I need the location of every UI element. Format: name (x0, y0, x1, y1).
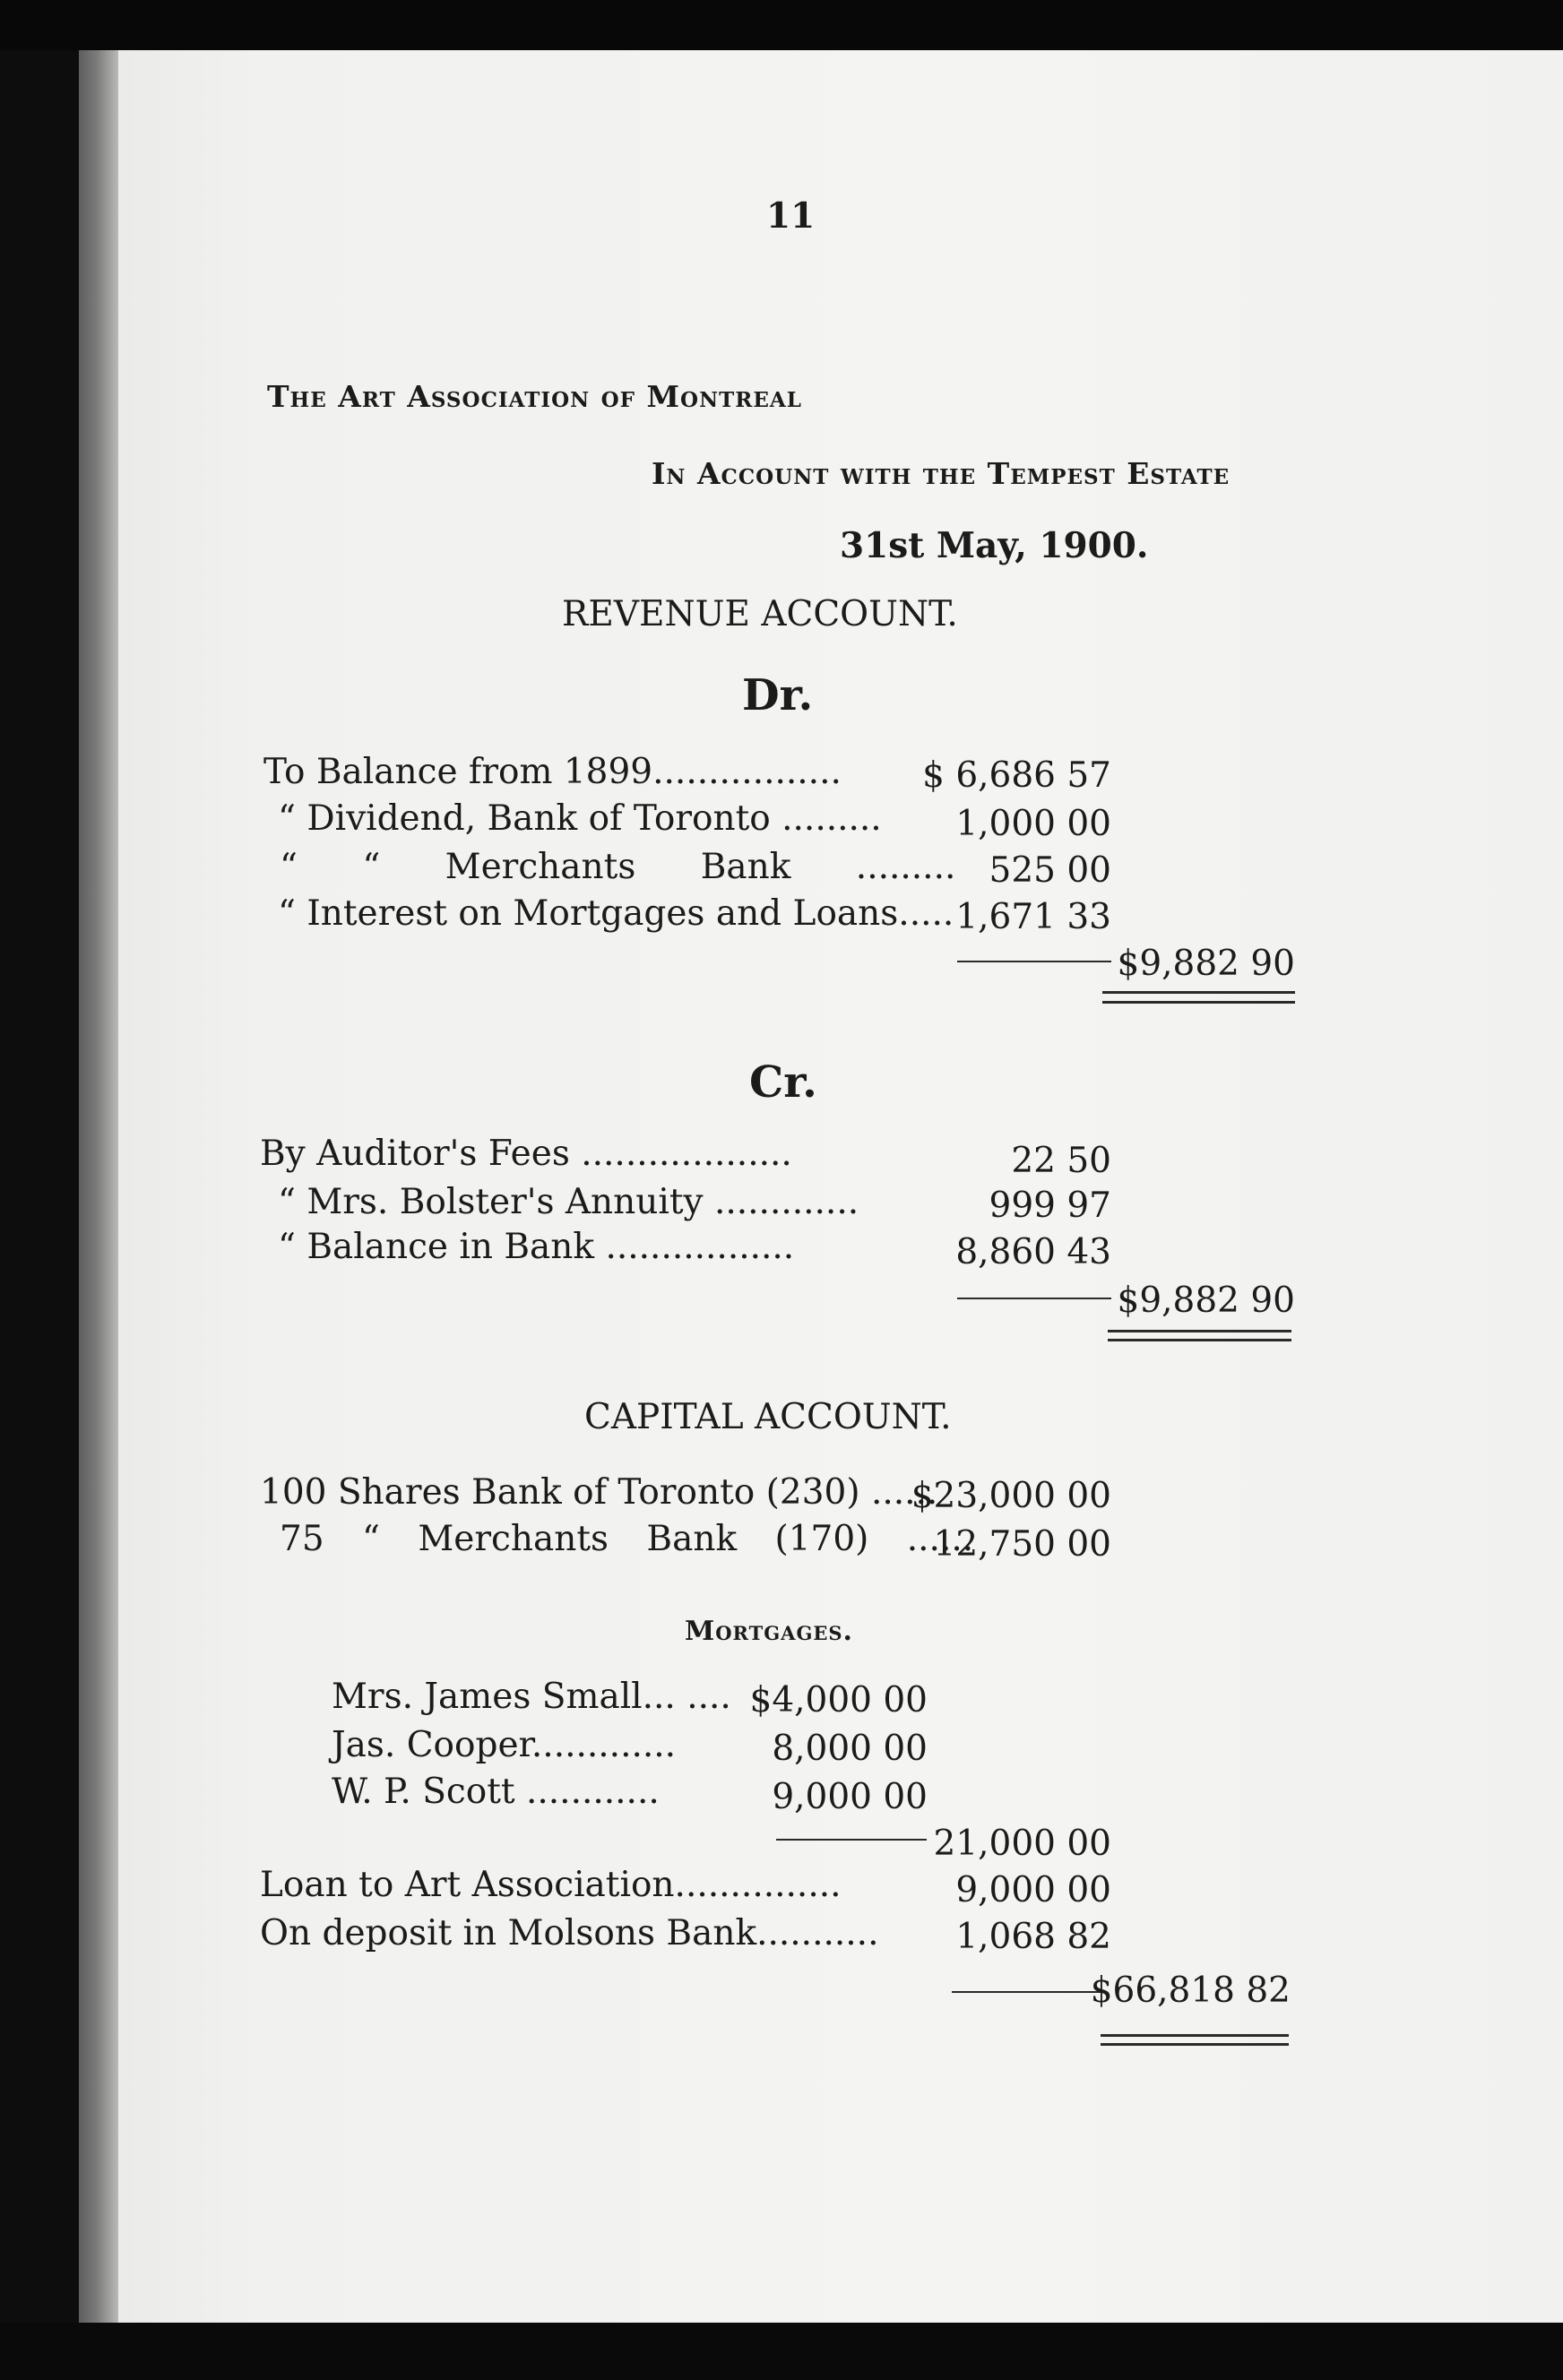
cr-row-amount: 8,860 43 (955, 1232, 1111, 1272)
page-number: 11 (766, 195, 816, 237)
mortgage-label: W. P. Scott ............ (332, 1772, 660, 1812)
mortgages-heading: Mortgages. (685, 1616, 853, 1647)
cr-heading: Cr. (749, 1057, 817, 1108)
dr-row-amount: 525 00 (989, 850, 1111, 891)
subtotal-rule (957, 1298, 1111, 1299)
capital-row-label: On deposit in Molsons Bank........... (260, 1913, 879, 1953)
subtotal-rule (776, 1839, 927, 1841)
dr-row-label: To Balance from 1899................. (263, 752, 842, 792)
cr-row-amount: 22 50 (1011, 1141, 1111, 1181)
double-rule-top (1102, 991, 1295, 994)
mortgage-amount: 9,000 00 (772, 1777, 928, 1817)
top-film-border (0, 0, 1563, 50)
mortgage-label: Jas. Cooper............. (332, 1725, 677, 1765)
share-row-label: 75 “ Merchants Bank (170) ...... (280, 1519, 974, 1559)
dr-row-amount: 1,671 33 (955, 897, 1111, 937)
dr-total: $9,882 90 (1117, 944, 1295, 984)
capital-row-amount: 1,068 82 (955, 1917, 1111, 1957)
mortgage-amount: $4,000 00 (749, 1680, 928, 1720)
share-row-amount: $23,000 00 (911, 1476, 1111, 1516)
capital-row-amount: 9,000 00 (955, 1870, 1111, 1910)
header-date: 31st May, 1900. (840, 525, 1149, 566)
cr-row-label: “ Balance in Bank ................. (278, 1227, 795, 1267)
cr-row-amount: 999 97 (989, 1186, 1111, 1226)
dr-heading: Dr. (742, 670, 814, 720)
capital-account-title: CAPITAL ACCOUNT. (584, 1397, 952, 1437)
grand-total: $66,818 82 (1090, 1970, 1291, 2011)
share-row-label: 100 Shares Bank of Toronto (230) ...... (260, 1472, 938, 1513)
dr-row-label: “ “ Merchants Bank ......... (280, 847, 956, 887)
double-rule-top (1108, 1330, 1291, 1332)
double-rule-top (1101, 2034, 1289, 2037)
double-rule-bottom (1108, 1339, 1291, 1341)
share-row-amount: 12,750 00 (933, 1524, 1111, 1565)
double-rule-bottom (1102, 1001, 1295, 1004)
header-account-with: In Account with the Tempest Estate (652, 456, 1231, 491)
dr-row-amount: 1,000 00 (955, 804, 1111, 844)
dr-row-amount: $ 6,686 57 (922, 755, 1111, 796)
subtotal-rule (957, 961, 1111, 962)
capital-row-label: Loan to Art Association............... (260, 1865, 842, 1905)
dr-row-label: “ Interest on Mortgages and Loans..... (278, 893, 954, 934)
mortgage-label: Mrs. James Small... .... (332, 1677, 731, 1717)
cr-row-label: “ Mrs. Bolster's Annuity ............. (278, 1182, 859, 1222)
double-rule-bottom (1101, 2043, 1289, 2046)
bottom-film-border (0, 2323, 1563, 2380)
mortgage-amount: 8,000 00 (772, 1729, 928, 1769)
dr-row-label: “ Dividend, Bank of Toronto ......... (278, 798, 882, 839)
binding-shadow (79, 50, 118, 2323)
revenue-account-title: REVENUE ACCOUNT. (562, 594, 958, 634)
header-association: The Art Association of Montreal (267, 379, 802, 414)
cr-row-label: By Auditor's Fees ................... (260, 1134, 792, 1174)
cr-total: $9,882 90 (1117, 1281, 1295, 1321)
mortgages-subtotal: 21,000 00 (933, 1824, 1111, 1864)
